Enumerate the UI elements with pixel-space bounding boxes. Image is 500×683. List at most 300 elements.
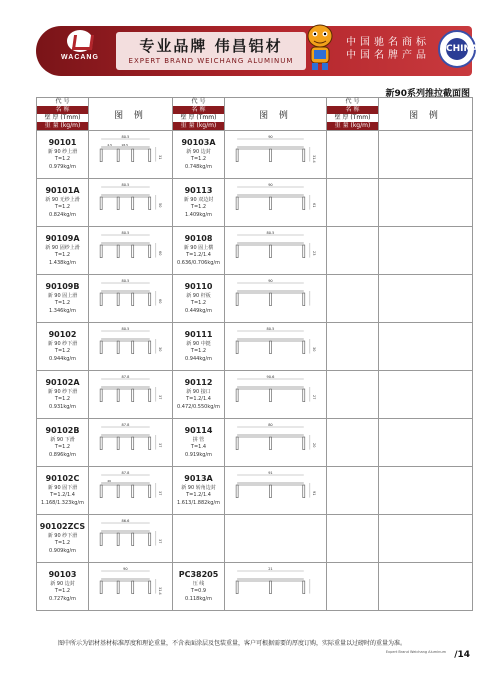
profile-code: 90101 (48, 137, 77, 147)
profile-section-svg (225, 371, 326, 418)
header-code: 代 号 (327, 98, 378, 106)
profile-leg (132, 149, 134, 162)
slogan-chinese: 专业品牌 伟昌铝材 (139, 37, 283, 55)
profile-leg (236, 149, 238, 162)
table-row (37, 419, 473, 467)
profile-drawing (89, 179, 172, 226)
header-cell-right (327, 98, 379, 131)
profile-info-cell (37, 131, 89, 179)
profile-drawing-cell (89, 515, 173, 563)
profile-weight: 0.944kg/m (185, 355, 212, 362)
profile-drawing (225, 515, 326, 562)
profile-info-cell (173, 131, 225, 179)
profile-leg (303, 485, 305, 498)
dimension-label: 37 (157, 443, 162, 448)
profile-leg (236, 245, 238, 258)
profile-drawing (225, 275, 326, 322)
profile-name: 新 90 接口 (186, 388, 211, 395)
profile-leg (303, 245, 305, 258)
profile-leg (269, 437, 271, 450)
profile-drawing (225, 371, 326, 418)
profile-section-svg (225, 419, 326, 466)
profile-drawing-cell (379, 275, 473, 323)
profile-weight: 0.636/0.706kg/m (177, 259, 220, 266)
header-thickness: 壁 厚 (Tmm) (327, 114, 378, 122)
profile-leg (149, 389, 151, 402)
profile-name: 新 90 下滑 (50, 436, 75, 443)
profile-drawing-cell (225, 323, 327, 371)
profile-code: 90113 (184, 185, 213, 195)
profile-leg (117, 581, 119, 594)
profile-code: 90102C (45, 473, 80, 483)
profile-section-svg (89, 467, 172, 514)
profile-thickness: T=1.2 (190, 156, 207, 163)
profile-weight: 0.944kg/m (49, 355, 76, 362)
profile-code: 9013A (184, 473, 213, 483)
dimension-label: 31.4 (157, 587, 162, 595)
profile-weight: 1.409kg/m (185, 211, 212, 218)
profile-leg (132, 197, 134, 210)
profile-drawing (89, 371, 172, 418)
profile-weight: 0.118kg/m (185, 595, 212, 602)
profile-drawing-cell (379, 371, 473, 419)
dimension-label: 18.5 (121, 143, 129, 147)
profile-leg (132, 533, 134, 546)
profile-leg (132, 389, 134, 402)
profile-drawing (89, 419, 172, 466)
profile-name: 新 90 纱下滑 (47, 532, 78, 539)
dimension-label: 21 (268, 567, 273, 571)
logo-emblem-icon (67, 30, 93, 52)
profile-leg (269, 581, 271, 594)
profile-leg (100, 197, 102, 210)
profile-thickness: T=1.2 (54, 252, 71, 259)
header-code: 代 号 (37, 98, 88, 106)
brand-line-2: 中国名牌产品 (346, 50, 430, 61)
header-thickness: 壁 厚 (Tmm) (37, 114, 88, 122)
profile-weight: 1.613/1.882kg/m (177, 499, 220, 506)
slogan-english: EXPERT BRAND WEICHANG ALUMINUM (128, 57, 294, 65)
profile-drawing (89, 515, 172, 562)
quality-seal-icon (438, 30, 476, 68)
dimension-label: 80 (268, 423, 273, 427)
profile-leg (100, 437, 102, 450)
profile-section-svg (89, 371, 172, 418)
profile-leg (132, 245, 134, 258)
profile-drawing (379, 275, 472, 322)
profile-thickness: T=1.2 (190, 204, 207, 211)
header-weight: 重 量 (kg/m) (173, 122, 224, 130)
profile-section-svg (89, 563, 172, 610)
profile-info-cell (173, 371, 225, 419)
profile-leg (132, 341, 134, 354)
profile-leg (132, 293, 134, 306)
header-thickness: 壁 厚 (Tmm) (173, 114, 224, 122)
dimension-label: 37 (157, 395, 162, 400)
dimension-label: 4.5 (107, 143, 113, 147)
profile-section-svg (89, 179, 172, 226)
profile-leg (236, 389, 238, 402)
dimension-label: 31.4 (311, 155, 316, 163)
dimension-label: 80.5 (121, 327, 130, 331)
dimension-label: 61 (311, 203, 316, 208)
dimension-label: 80.5 (121, 135, 130, 139)
profile-leg (269, 293, 271, 306)
profile-drawing-cell (225, 371, 327, 419)
profile-info-cell (37, 467, 89, 515)
header-name: 名 称 (37, 106, 88, 114)
profile-drawing (379, 467, 472, 514)
table-row (37, 371, 473, 419)
header-cell-mid (173, 98, 225, 131)
profile-drawing-cell (89, 323, 173, 371)
profile-thickness: T=1.2/1.4 (186, 492, 211, 499)
dimension-label: 86.6 (121, 519, 130, 523)
profile-info-cell (327, 467, 379, 515)
profile-drawing-cell (89, 563, 173, 611)
profile-weight: 0.727kg/m (49, 595, 76, 602)
profile-drawing-cell (225, 227, 327, 275)
profile-leg (100, 341, 102, 354)
profile-code: 90109A (45, 233, 80, 243)
dimension-label: 60 (157, 299, 162, 304)
profile-leg (132, 437, 134, 450)
profile-info-cell (173, 227, 225, 275)
profile-weight: 0.896kg/m (49, 451, 76, 458)
dimension-label: 50 (157, 203, 162, 208)
profile-info-cell (173, 419, 225, 467)
profile-leg (303, 341, 305, 354)
dimension-label: 37 (157, 491, 162, 496)
logo-text: WACANG (61, 54, 99, 61)
profile-code: 90108 (184, 233, 213, 243)
table-row (37, 275, 473, 323)
profile-weight: 0.472/0.550kg/m (177, 403, 220, 410)
dimension-label: 30 (157, 347, 162, 352)
profile-thickness: T=1.2 (54, 156, 71, 163)
profile-leg (236, 293, 238, 306)
dimension-label: 80.5 (266, 231, 275, 235)
profile-leg (236, 581, 238, 594)
profile-section-svg (225, 179, 326, 226)
profile-weight: 0.979kg/m (49, 163, 76, 170)
profile-code: 90114 (184, 425, 213, 435)
profile-drawing (89, 227, 172, 274)
profile-leg (303, 149, 305, 162)
dimension-label: 80.5 (121, 183, 130, 187)
profile-drawing-cell (225, 515, 327, 563)
profile-thickness: T=1.2 (190, 348, 207, 355)
profile-leg (149, 581, 151, 594)
profile-thickness: T=1.2 (54, 396, 71, 403)
profile-leg (100, 149, 102, 162)
profile-info-cell (37, 275, 89, 323)
profile-leg (117, 389, 119, 402)
dimension-label: 90 (268, 135, 273, 139)
profile-drawing-cell (379, 131, 473, 179)
profile-leg (269, 149, 271, 162)
profile-drawing (379, 323, 472, 370)
profile-name: 新 90 边封 (186, 148, 211, 155)
dimension-label: 91 (268, 471, 273, 475)
profile-leg (149, 197, 151, 210)
profile-leg (132, 581, 134, 594)
profile-leg (117, 533, 119, 546)
profile-drawing (379, 179, 472, 226)
profile-leg (269, 197, 271, 210)
profile-name: 拼 管 (192, 436, 205, 443)
profile-drawing (225, 131, 326, 178)
dimension-label: 46 (107, 479, 112, 483)
brand-logo (52, 30, 108, 72)
series-title: 新90系列推拉截面图 (385, 89, 470, 99)
profile-code: 90102 (48, 329, 77, 339)
profile-weight: 1.346kg/m (49, 307, 76, 314)
profile-drawing-cell (225, 275, 327, 323)
profile-leg (149, 341, 151, 354)
table-row (37, 179, 473, 227)
profile-leg (117, 341, 119, 354)
profile-info-cell (37, 227, 89, 275)
profile-leg (149, 293, 151, 306)
profile-code: 90109B (45, 281, 80, 291)
profile-weight: 0.449kg/m (185, 307, 212, 314)
profile-leg (269, 485, 271, 498)
dimension-label: 31 (157, 155, 162, 160)
profile-thickness: T=1.2 (54, 300, 71, 307)
profile-drawing-cell (379, 419, 473, 467)
profile-drawing (89, 563, 172, 610)
dimension-label: 30 (311, 347, 316, 352)
profile-name: 新 90 纱下滑 (47, 388, 78, 395)
profile-drawing (225, 563, 326, 610)
profile-drawing (225, 323, 326, 370)
profile-leg (303, 581, 305, 594)
dimension-label: 20 (311, 443, 316, 448)
profile-info-cell (173, 275, 225, 323)
profile-info-cell (327, 419, 379, 467)
profile-section-svg (225, 323, 326, 370)
header-legend-right: 图 例 (379, 98, 473, 131)
profile-thickness: T=1.4 (190, 444, 207, 451)
profile-section-svg (89, 275, 172, 322)
dimension-label: 60 (157, 251, 162, 256)
profile-drawing-cell (225, 179, 327, 227)
profile-drawing-cell (379, 515, 473, 563)
slogan-box (116, 32, 306, 70)
profile-thickness: T=1.2/1.4 (186, 396, 211, 403)
dimension-label: 27 (311, 395, 316, 400)
profile-section-svg (89, 515, 172, 562)
table-header-row (37, 98, 473, 131)
profile-code: 90110 (184, 281, 213, 291)
profile-info-cell (173, 515, 225, 563)
profile-drawing (379, 227, 472, 274)
profile-info-cell (173, 563, 225, 611)
profile-info-cell (327, 563, 379, 611)
profile-info-cell (37, 515, 89, 563)
profile-name: 压 线 (192, 580, 205, 587)
profile-thickness: T=0.9 (190, 588, 207, 595)
header-name: 名 称 (173, 106, 224, 114)
profile-section-svg (89, 419, 172, 466)
profile-leg (236, 437, 238, 450)
profile-drawing-cell (379, 227, 473, 275)
profile-leg (303, 197, 305, 210)
profile-drawing-cell (89, 467, 173, 515)
profile-leg (149, 533, 151, 546)
profile-name: 新 90 固下滑 (47, 484, 78, 491)
profile-weight: 1.438kg/m (49, 259, 76, 266)
profile-thickness: T=1.2 (54, 348, 71, 355)
profile-drawing-cell (379, 563, 473, 611)
header-legend-mid: 图 例 (225, 98, 327, 131)
dimension-label: 90 (268, 279, 273, 283)
profile-section-svg (225, 131, 326, 178)
table-row (37, 563, 473, 611)
profile-drawing-cell (89, 371, 173, 419)
profile-name: 新 90 纱上滑 (47, 148, 78, 155)
page-label: Expert Brand Weichang Aluminum (385, 650, 446, 654)
profile-drawing-cell (89, 131, 173, 179)
profile-drawing-cell (225, 419, 327, 467)
profile-code: 90103A (181, 137, 216, 147)
header-weight: 重 量 (kg/m) (37, 122, 88, 130)
profile-drawing-cell (89, 419, 173, 467)
dimension-label: 90 (268, 183, 273, 187)
profile-drawing-cell (379, 179, 473, 227)
profile-weight: 1.168/1.323kg/m (41, 499, 84, 506)
profile-leg (117, 245, 119, 258)
profile-leg (132, 485, 134, 498)
profile-drawing-cell (89, 179, 173, 227)
brand-honors (346, 36, 430, 62)
profile-code: 90103 (48, 569, 77, 579)
profile-info-cell (37, 323, 89, 371)
profile-info-cell (327, 227, 379, 275)
tiger-mascot-icon (300, 20, 340, 72)
profile-drawing (379, 419, 472, 466)
profile-section-svg (225, 227, 326, 274)
profile-info-cell (37, 563, 89, 611)
profile-drawing (225, 179, 326, 226)
profile-code: 90101A (45, 185, 80, 195)
profile-thickness: T=1.2 (54, 588, 71, 595)
profile-section-svg (225, 275, 326, 322)
profile-info-cell (327, 323, 379, 371)
profile-drawing (379, 563, 472, 610)
profile-thickness: T=1.2 (54, 444, 71, 451)
profile-name: 新 90 杆板 (186, 292, 211, 299)
profile-leg (149, 149, 151, 162)
dimension-label: 80.5 (121, 279, 130, 283)
profile-drawing-cell (379, 467, 473, 515)
profile-drawing (379, 371, 472, 418)
profile-drawing (89, 467, 172, 514)
profile-drawing (225, 227, 326, 274)
profile-drawing-cell (89, 275, 173, 323)
profile-name: 新 90 固上滑 (47, 292, 78, 299)
profile-name: 新 90 边封 (50, 580, 75, 587)
profile-weight: 0.931kg/m (49, 403, 76, 410)
profile-leg (269, 341, 271, 354)
profile-info-cell (327, 371, 379, 419)
profile-weight: 0.748kg/m (185, 163, 212, 170)
profile-table (36, 97, 473, 611)
profile-leg (269, 389, 271, 402)
profile-code: 90111 (184, 329, 213, 339)
profile-section-svg (225, 563, 326, 610)
profile-leg (117, 197, 119, 210)
profile-thickness: T=1.2/1.4 (186, 252, 211, 259)
profile-info-cell (327, 131, 379, 179)
profile-code: 90102A (45, 377, 80, 387)
footer-note: 图中所示为铝材基材标准厚度和理论重量，不含表面涂层及包装重量，客户可根据需要的厚度订购，实际重量以过磅时的重量为准。 (58, 640, 407, 647)
profile-leg (117, 293, 119, 306)
profile-name: 新 90 固纱上滑 (45, 244, 80, 251)
profile-leg (149, 485, 151, 498)
profile-info-cell (327, 515, 379, 563)
profile-info-cell (37, 371, 89, 419)
profile-drawing (89, 275, 172, 322)
brand-line-1: 中国驰名商标 (346, 37, 430, 48)
profile-name: 新 90 纱下滑 (47, 340, 78, 347)
profile-section-svg (225, 467, 326, 514)
profile-name: 新 90 中挺 (186, 340, 211, 347)
dimension-label: 90 (123, 567, 128, 571)
dimension-label: 37 (157, 539, 162, 544)
profile-drawing-cell (379, 323, 473, 371)
profile-leg (303, 293, 305, 306)
page-number: /14 (454, 650, 470, 660)
profile-rows (37, 131, 473, 611)
profile-code: 90102ZCS (39, 521, 86, 531)
profile-leg (269, 245, 271, 258)
profile-leg (303, 389, 305, 402)
profile-thickness: T=1.2 (54, 540, 71, 547)
dimension-label: 23 (311, 251, 316, 256)
profile-thickness: T=1.2/1.4 (50, 492, 75, 499)
seal-text: CHINA (446, 38, 468, 60)
dimension-label: 87.8 (121, 471, 130, 475)
profile-drawing-cell (225, 467, 327, 515)
profile-leg (117, 149, 119, 162)
profile-info-cell (327, 179, 379, 227)
profile-weight: 0.909kg/m (49, 547, 76, 554)
profile-leg (100, 389, 102, 402)
profile-weight: 0.824kg/m (49, 211, 76, 218)
dimension-label: 80.5 (266, 327, 275, 331)
profile-section-svg (89, 131, 172, 178)
profile-thickness: T=1.2 (54, 204, 71, 211)
profile-name: 新 90 固上横 (183, 244, 214, 251)
profile-drawing-cell (89, 227, 173, 275)
profile-leg (236, 485, 238, 498)
table-row (37, 515, 473, 563)
table-row (37, 323, 473, 371)
header-name: 名 称 (327, 106, 378, 114)
dimension-label: 87.8 (121, 375, 130, 379)
profile-drawing (225, 467, 326, 514)
profile-code: PC38205 (178, 569, 219, 579)
profile-section-svg (89, 323, 172, 370)
profile-weight: 0.919kg/m (185, 451, 212, 458)
header-legend-left: 图 例 (89, 98, 173, 131)
profile-leg (100, 245, 102, 258)
profile-leg (149, 437, 151, 450)
profile-leg (117, 437, 119, 450)
profile-leg (100, 581, 102, 594)
